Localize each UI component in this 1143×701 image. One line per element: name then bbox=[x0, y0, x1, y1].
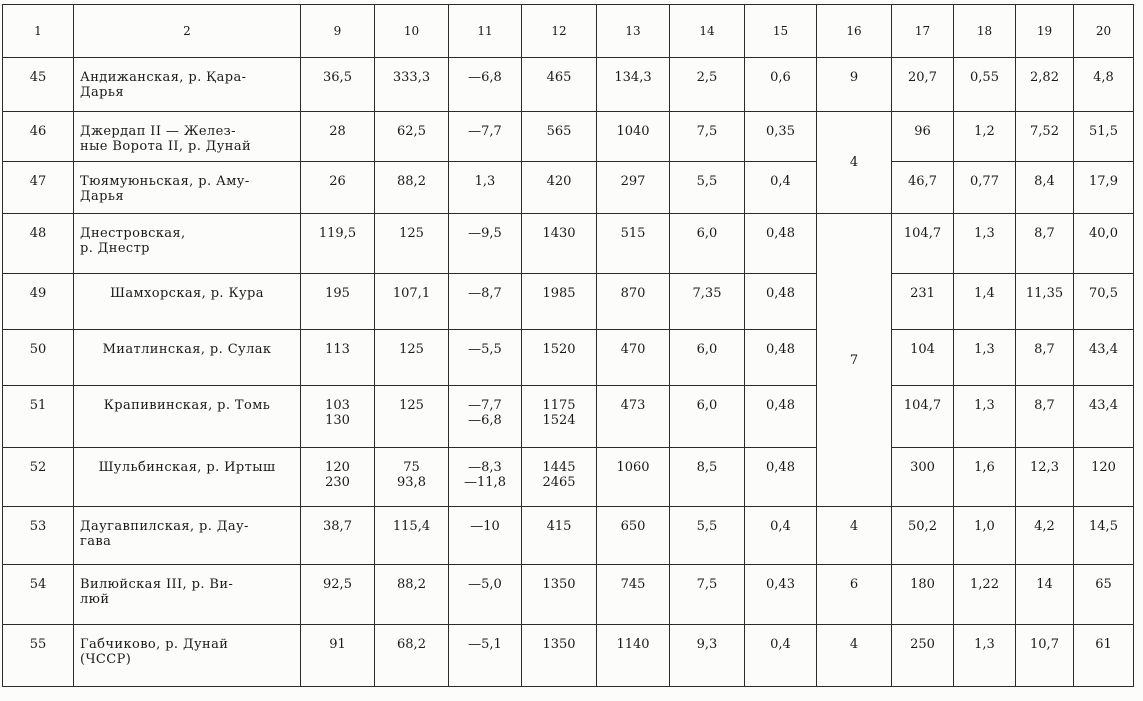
cell-c9: 28 bbox=[301, 112, 375, 162]
cell-c12: 1175 1524 bbox=[522, 386, 597, 448]
table-row bbox=[3, 625, 1134, 687]
cell-c12: 415 bbox=[522, 507, 597, 565]
cell-c13: 297 bbox=[597, 162, 670, 214]
cell-c10: 75 93,8 bbox=[375, 448, 449, 507]
cell-c9: 113 bbox=[301, 330, 375, 386]
cell-c11: —7,7 bbox=[449, 112, 522, 162]
cell-c19: 8,7 bbox=[1016, 214, 1074, 274]
cell-c10: 68,2 bbox=[375, 625, 449, 687]
table-row bbox=[3, 330, 1134, 386]
cell-c13: 470 bbox=[597, 330, 670, 386]
cell-c18: 1,0 bbox=[954, 507, 1016, 565]
table-row bbox=[3, 162, 1134, 214]
cell-c14: 7,35 bbox=[670, 274, 745, 330]
cell-c15: 0,48 bbox=[745, 448, 817, 507]
cell-c13: 745 bbox=[597, 565, 670, 625]
cell-c11: 1,3 bbox=[449, 162, 522, 214]
cell-c17: 231 bbox=[892, 274, 954, 330]
cell-c9: 195 bbox=[301, 274, 375, 330]
cell-c9: 119,5 bbox=[301, 214, 375, 274]
column-header-1: 1 bbox=[3, 5, 74, 58]
column-header-16: 16 bbox=[817, 5, 892, 58]
cell-c14: 5,5 bbox=[670, 507, 745, 565]
row-number: 52 bbox=[3, 448, 74, 507]
cell-c15: 0,48 bbox=[745, 274, 817, 330]
cell-c18: 1,2 bbox=[954, 112, 1016, 162]
cell-c16-merged: 7 bbox=[817, 214, 892, 507]
cell-c14: 5,5 bbox=[670, 162, 745, 214]
cell-c11: —8,3 —11,8 bbox=[449, 448, 522, 507]
cell-c12: 1520 bbox=[522, 330, 597, 386]
cell-c10: 125 bbox=[375, 386, 449, 448]
cell-c11: —5,5 bbox=[449, 330, 522, 386]
cell-c19: 7,52 bbox=[1016, 112, 1074, 162]
station-name: Габчиково, р. Дунай (ЧССР) bbox=[74, 625, 301, 687]
column-header-19: 19 bbox=[1016, 5, 1074, 58]
cell-c15: 0,4 bbox=[745, 625, 817, 687]
cell-c14: 6,0 bbox=[670, 214, 745, 274]
table-row bbox=[3, 448, 1134, 507]
cell-c19: 10,7 bbox=[1016, 625, 1074, 687]
row-number: 49 bbox=[3, 274, 74, 330]
column-header-9: 9 bbox=[301, 5, 375, 58]
cell-c12: 1985 bbox=[522, 274, 597, 330]
cell-c20: 43,4 bbox=[1074, 386, 1134, 448]
cell-c11: —6,8 bbox=[449, 58, 522, 112]
cell-c15: 0,48 bbox=[745, 214, 817, 274]
cell-c16-merged: 4 bbox=[817, 112, 892, 214]
cell-c17: 96 bbox=[892, 112, 954, 162]
cell-c13: 1060 bbox=[597, 448, 670, 507]
table-row bbox=[3, 58, 1134, 112]
cell-c9: 91 bbox=[301, 625, 375, 687]
cell-c12: 1430 bbox=[522, 214, 597, 274]
cell-c14: 9,3 bbox=[670, 625, 745, 687]
cell-c15: 0,6 bbox=[745, 58, 817, 112]
cell-c9: 36,5 bbox=[301, 58, 375, 112]
cell-c18: 1,6 bbox=[954, 448, 1016, 507]
cell-c11: —5,1 bbox=[449, 625, 522, 687]
cell-c19: 8,7 bbox=[1016, 386, 1074, 448]
cell-c12: 1350 bbox=[522, 625, 597, 687]
column-header-20: 20 bbox=[1074, 5, 1134, 58]
cell-c13: 1140 bbox=[597, 625, 670, 687]
station-name: Даугавпилская, р. Дау- гава bbox=[74, 507, 301, 565]
cell-c12: 420 bbox=[522, 162, 597, 214]
cell-c19: 2,82 bbox=[1016, 58, 1074, 112]
column-header-17: 17 bbox=[892, 5, 954, 58]
cell-c18: 1,3 bbox=[954, 625, 1016, 687]
cell-c19: 4,2 bbox=[1016, 507, 1074, 565]
cell-c11: —8,7 bbox=[449, 274, 522, 330]
station-name: Андижанская, р. Қара- Дарья bbox=[74, 58, 301, 112]
cell-c13: 515 bbox=[597, 214, 670, 274]
cell-c9: 38,7 bbox=[301, 507, 375, 565]
cell-c12: 465 bbox=[522, 58, 597, 112]
table-row bbox=[3, 565, 1134, 625]
cell-c11: —10 bbox=[449, 507, 522, 565]
header-row bbox=[3, 5, 1134, 58]
column-header-11: 11 bbox=[449, 5, 522, 58]
cell-c11: —9,5 bbox=[449, 214, 522, 274]
cell-c17: 104 bbox=[892, 330, 954, 386]
cell-c17: 104,7 bbox=[892, 386, 954, 448]
cell-c17: 46,7 bbox=[892, 162, 954, 214]
station-name: Вилюйская III, р. Ви- люй bbox=[74, 565, 301, 625]
cell-c16: 9 bbox=[817, 58, 892, 112]
cell-c12: 1350 bbox=[522, 565, 597, 625]
cell-c20: 61 bbox=[1074, 625, 1134, 687]
cell-c16: 4 bbox=[817, 625, 892, 687]
cell-c18: 0,77 bbox=[954, 162, 1016, 214]
station-name: Миатлинская, р. Сулак bbox=[74, 330, 301, 386]
cell-c13: 870 bbox=[597, 274, 670, 330]
cell-c12: 565 bbox=[522, 112, 597, 162]
cell-c17: 300 bbox=[892, 448, 954, 507]
cell-c16: 4 bbox=[817, 507, 892, 565]
row-number: 48 bbox=[3, 214, 74, 274]
cell-c17: 20,7 bbox=[892, 58, 954, 112]
cell-c15: 0,48 bbox=[745, 330, 817, 386]
cell-c18: 1,3 bbox=[954, 386, 1016, 448]
cell-c20: 40,0 bbox=[1074, 214, 1134, 274]
cell-c20: 120 bbox=[1074, 448, 1134, 507]
row-number: 51 bbox=[3, 386, 74, 448]
cell-c11: —5,0 bbox=[449, 565, 522, 625]
station-name: Днестровская, р. Днестр bbox=[74, 214, 301, 274]
cell-c19: 11,35 bbox=[1016, 274, 1074, 330]
table-row bbox=[3, 214, 1134, 274]
cell-c14: 2,5 bbox=[670, 58, 745, 112]
cell-c19: 12,3 bbox=[1016, 448, 1074, 507]
reservoir-data-table bbox=[2, 4, 1134, 687]
cell-c15: 0,4 bbox=[745, 162, 817, 214]
cell-c14: 6,0 bbox=[670, 330, 745, 386]
cell-c18: 1,4 bbox=[954, 274, 1016, 330]
row-number: 55 bbox=[3, 625, 74, 687]
cell-c14: 6,0 bbox=[670, 386, 745, 448]
cell-c9: 103 130 bbox=[301, 386, 375, 448]
cell-c15: 0,43 bbox=[745, 565, 817, 625]
row-number: 45 bbox=[3, 58, 74, 112]
cell-c17: 180 bbox=[892, 565, 954, 625]
row-number: 53 bbox=[3, 507, 74, 565]
table-row bbox=[3, 386, 1134, 448]
column-header-15: 15 bbox=[745, 5, 817, 58]
column-header-18: 18 bbox=[954, 5, 1016, 58]
cell-c17: 104,7 bbox=[892, 214, 954, 274]
cell-c10: 125 bbox=[375, 330, 449, 386]
column-header-10: 10 bbox=[375, 5, 449, 58]
station-name: Тюямуюньская, р. Аму- Дарья bbox=[74, 162, 301, 214]
cell-c18: 0,55 bbox=[954, 58, 1016, 112]
cell-c19: 8,7 bbox=[1016, 330, 1074, 386]
cell-c15: 0,48 bbox=[745, 386, 817, 448]
table-row bbox=[3, 112, 1134, 162]
column-header-13: 13 bbox=[597, 5, 670, 58]
row-number: 54 bbox=[3, 565, 74, 625]
station-name: Шульбинская, р. Иртыш bbox=[74, 448, 301, 507]
cell-c20: 70,5 bbox=[1074, 274, 1134, 330]
row-number: 50 bbox=[3, 330, 74, 386]
cell-c13: 134,3 bbox=[597, 58, 670, 112]
cell-c15: 0,4 bbox=[745, 507, 817, 565]
cell-c15: 0,35 bbox=[745, 112, 817, 162]
cell-c10: 115,4 bbox=[375, 507, 449, 565]
cell-c9: 92,5 bbox=[301, 565, 375, 625]
cell-c17: 250 bbox=[892, 625, 954, 687]
station-name: Джердап II — Желез- ные Ворота II, р. Дунай bbox=[74, 112, 301, 162]
cell-c20: 4,8 bbox=[1074, 58, 1134, 112]
column-header-12: 12 bbox=[522, 5, 597, 58]
cell-c14: 7,5 bbox=[670, 565, 745, 625]
row-number: 46 bbox=[3, 112, 74, 162]
cell-c12: 1445 2465 bbox=[522, 448, 597, 507]
cell-c10: 62,5 bbox=[375, 112, 449, 162]
cell-c20: 43,4 bbox=[1074, 330, 1134, 386]
cell-c13: 473 bbox=[597, 386, 670, 448]
cell-c13: 650 bbox=[597, 507, 670, 565]
column-header-2: 2 bbox=[74, 5, 301, 58]
cell-c19: 8,4 bbox=[1016, 162, 1074, 214]
cell-c10: 107,1 bbox=[375, 274, 449, 330]
table-row bbox=[3, 274, 1134, 330]
cell-c9: 26 bbox=[301, 162, 375, 214]
cell-c20: 51,5 bbox=[1074, 112, 1134, 162]
table-row bbox=[3, 507, 1134, 565]
cell-c20: 17,9 bbox=[1074, 162, 1134, 214]
station-name: Крапивинская, р. Томь bbox=[74, 386, 301, 448]
cell-c17: 50,2 bbox=[892, 507, 954, 565]
cell-c18: 1,3 bbox=[954, 330, 1016, 386]
cell-c20: 14,5 bbox=[1074, 507, 1134, 565]
cell-c10: 88,2 bbox=[375, 565, 449, 625]
cell-c11: —7,7 —6,8 bbox=[449, 386, 522, 448]
cell-c16: 6 bbox=[817, 565, 892, 625]
cell-c10: 88,2 bbox=[375, 162, 449, 214]
cell-c10: 125 bbox=[375, 214, 449, 274]
row-number: 47 bbox=[3, 162, 74, 214]
column-header-14: 14 bbox=[670, 5, 745, 58]
station-name: Шамхорская, р. Кура bbox=[74, 274, 301, 330]
cell-c18: 1,22 bbox=[954, 565, 1016, 625]
cell-c20: 65 bbox=[1074, 565, 1134, 625]
cell-c10: 333,3 bbox=[375, 58, 449, 112]
cell-c13: 1040 bbox=[597, 112, 670, 162]
cell-c19: 14 bbox=[1016, 565, 1074, 625]
cell-c14: 8,5 bbox=[670, 448, 745, 507]
cell-c14: 7,5 bbox=[670, 112, 745, 162]
cell-c9: 120 230 bbox=[301, 448, 375, 507]
cell-c18: 1,3 bbox=[954, 214, 1016, 274]
